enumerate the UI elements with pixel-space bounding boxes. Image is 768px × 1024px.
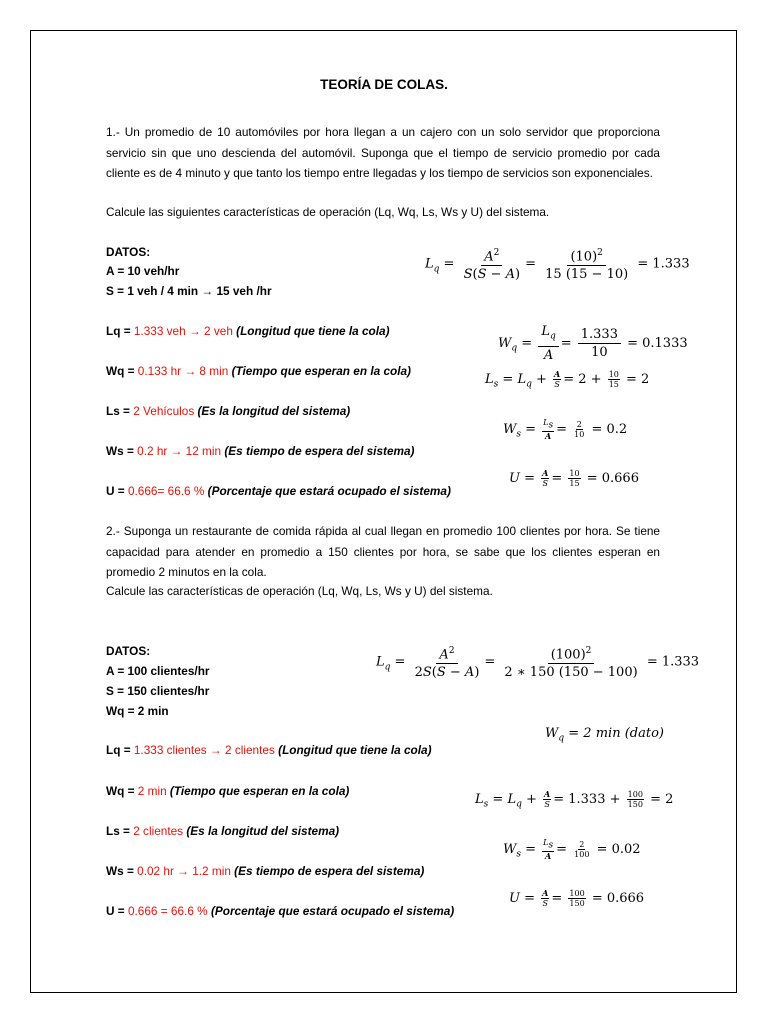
problem2-question: Calcule las características de operación (Lq, Wq, Ls, Ws y U) del sistema. [106,584,493,598]
problem1-formula-ls: $L_s = L_q$ + $\frac{A}{S}$ = 2 + $\frac{10}{15}$ = 2 [485,369,650,390]
problem2-result-ws: Ws = 0.02 hr → 1.2 min (Es tiempo de espera del sistema) [106,864,425,878]
problem1-dato-s: S = 1 veh / 4 min → 15 veh /hr [106,284,272,298]
problem2-formula-u: U = $\frac{A}{S}$ = $\frac{100}{150}$ = 0.666 [509,888,645,908]
problem1-result-ws: Ws = 0.2 hr → 12 min (Es tiempo de espera del sistema) [106,444,415,458]
problem1-formula-u: U = $\frac{A}{S}$ = $\frac{10}{15}$ = 0.666 [509,468,639,488]
problem2-result-lq: Lq = 1.333 clientes → 2 clientes (Longitud que tiene la cola) [106,743,432,757]
problem1-formula-lq: $L_q$ = $\frac{A^2}{S(S - A)}$ = $\frac{(10)^2}{15 (15 - 10)}$ = 1.333 [425,245,690,283]
problem2-result-ls: Ls = 2 clientes (Es la longitud del sistema) [106,824,340,838]
problem2-dato-wq: Wq = 2 min [106,704,169,718]
problem1-result-wq: Wq = 0.133 hr → 8 min (Tiempo que esperan en la cola) [106,364,411,378]
problem2-statement: 2.- Suponga un restaurante de comida rápida al cual llegan en promedio 100 clientes por hora. Se tiene capacidad para atender en promedio a 150 clientes por hora, se sabe que los clientes esperan en promedio 2 minutos en la cola. [106,524,660,579]
problem2-dato-a: A = 100 clientes/hr [106,664,210,678]
problem1-formula-ws: $W_s$ = $\frac{L_s}{A}$ = $\frac{2}{10}$ = 0.2 [503,418,628,441]
problem1-result-lq: Lq = 1.333 veh → 2 veh (Longitud que tiene la cola) [106,324,390,338]
page-title: TEORÍA DE COLAS. [320,77,448,92]
problem1-statement: 1.- Un promedio de 10 automóviles por hora llegan a un cajero con un solo servidor que proporciona servicio sin que uno descienda del automóvil. Suponga que el tiempo de servicio promedio por cada cliente es de 4 minuto y que tanto los tiempo entre llegadas y los tiempo de servicios son exponenciales. [106,125,660,180]
problem2-formula-wq: $W_q = 2$ min (dato) [545,726,664,744]
problem1-result-u: U = 0.666= 66.6 % (Porcentaje que estará ocupado el sistema) [106,484,451,498]
problem2-result-wq: Wq = 2 min (Tiempo que esperan en la cola) [106,784,350,798]
problem1-dato-a: A = 10 veh/hr [106,264,180,278]
problem2-formula-ws: $W_s$ = $\frac{L_s}{A}$ = $\frac{2}{100}$ = 0.02 [503,838,641,861]
problem1-datos-label: DATOS: [106,245,151,259]
problem2-datos-label: DATOS: [106,644,151,658]
problem2-formula-lq: $L_q$ = $\frac{A^2}{2S(S - A)}$ = $\frac{(100)^2}{2 ∗ 150 (150 - 100)}$ = 1.333 [376,643,699,681]
problem1-formula-wq: $W_q$ = $\frac{L_q}{A}$ = $\frac{1.333}{10}$ = 0.1333 [498,324,688,363]
problem1-result-ls: Ls = 2 Vehículos (Es la longitud del sistema) [106,404,351,418]
problem1-question: Calcule las siguientes características de operación (Lq, Wq, Ls, Ws y U) del sistema. [106,205,550,219]
problem2-formula-ls: $L_s = L_q$ + $\frac{A}{S}$ = 1.333 + $\frac{100}{150}$ = 2 [475,789,674,810]
problem2-result-u: U = 0.666 = 66.6 % (Porcentaje que estará ocupado el sistema) [106,904,455,918]
problem2-dato-s: S = 150 clientes/hr [106,684,210,698]
